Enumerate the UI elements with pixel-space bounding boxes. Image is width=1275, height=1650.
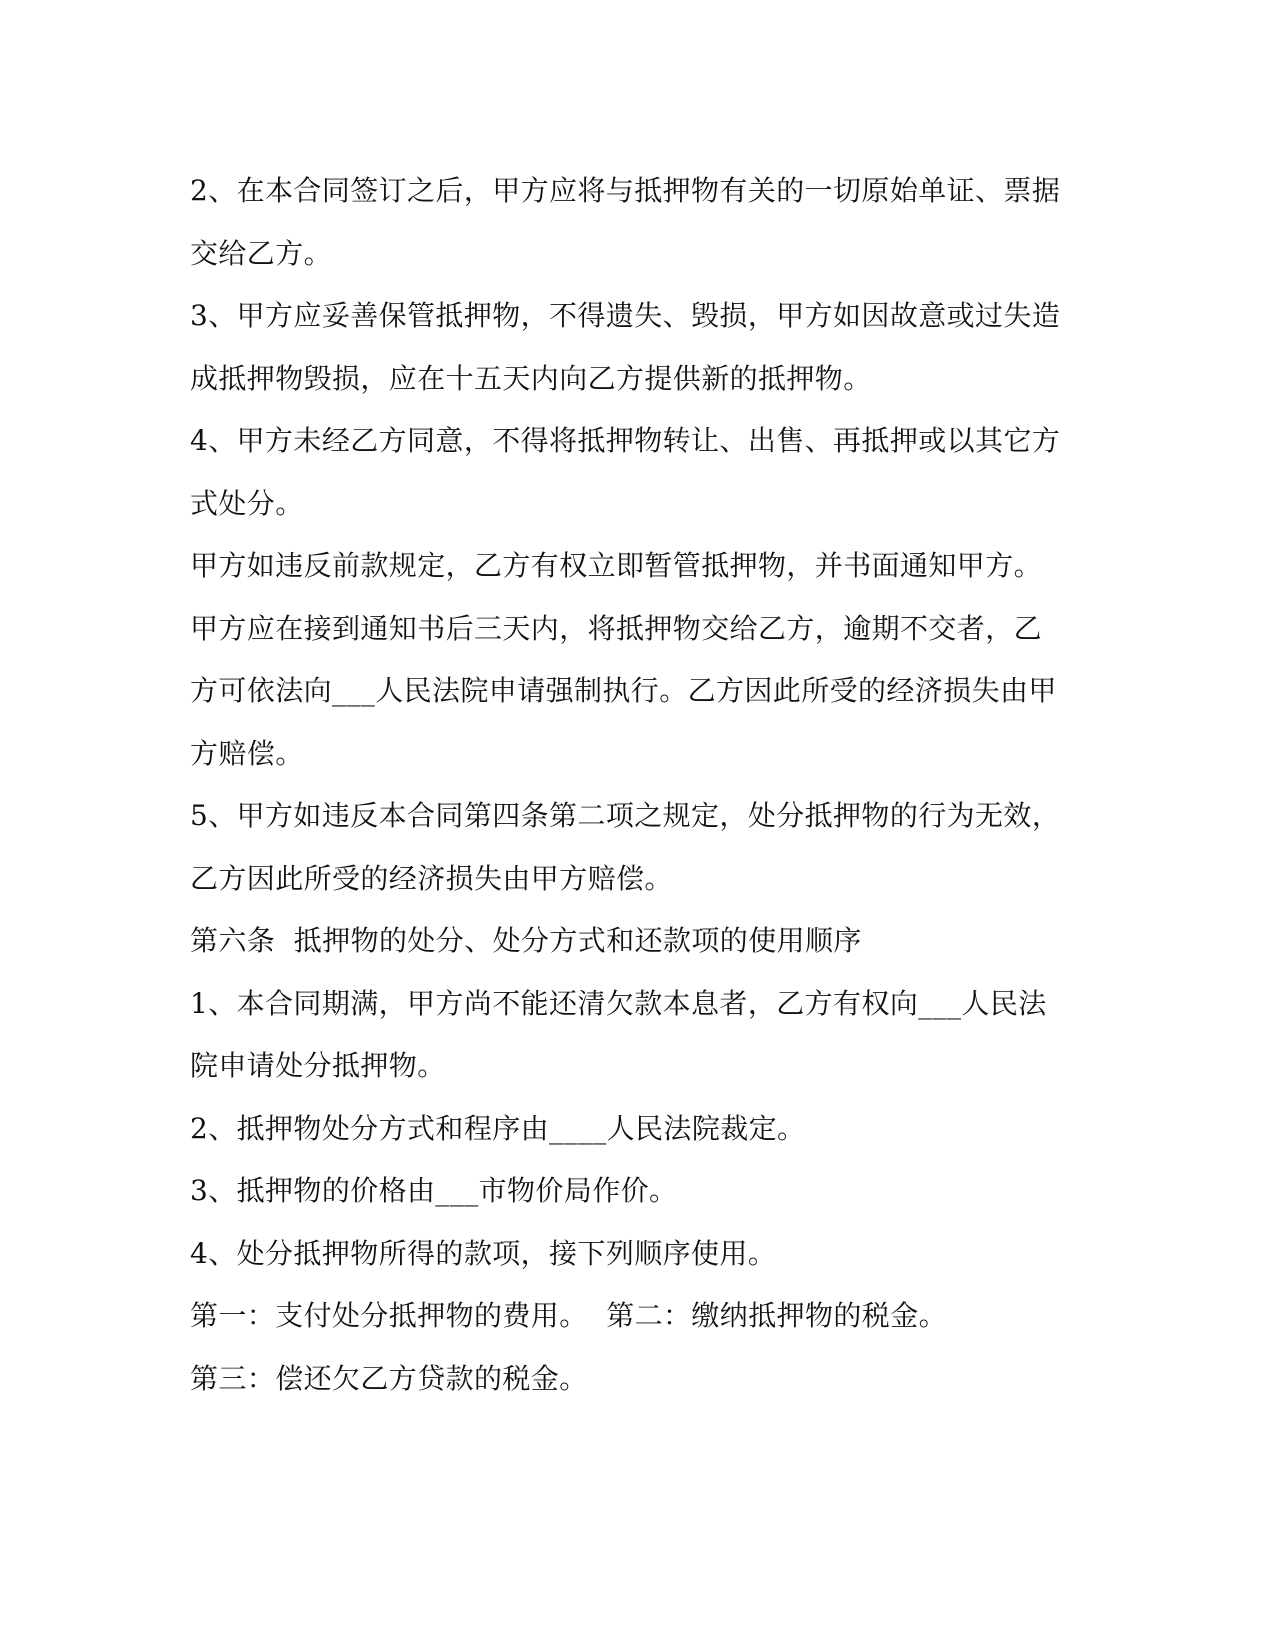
section-heading: 第六条 抵押物的处分、处分方式和还款项的使用顺序 — [190, 924, 862, 957]
text-line-7: 甲方如违反前款规定，乙方有权立即暂管抵押物，并书面通知甲方。 — [190, 549, 1043, 582]
text-line-8: 甲方应在接到通知书后三天内，将抵押物交给乙方，逾期不交者，乙 — [190, 611, 1043, 645]
text-line-6: 式处分。 — [190, 486, 304, 520]
text-line-4: 成抵押物毁损，应在十五天内向乙方提供新的抵押物。 — [190, 361, 872, 395]
text-line-1: 2、在本合同签订之后，甲方应将与抵押物有关的一切原始单证、票据 — [190, 174, 1061, 207]
text-line-19: 第一：支付处分抵押物的费用。 第二：缴纳抵押物的税金。 — [190, 1299, 948, 1332]
text-line-12: 乙方因此所受的经济损失由甲方赔偿。 — [190, 861, 673, 895]
text-line-3: 3、甲方应妥善保管抵押物，不得遗失、毁损，甲方如因故意或过失造 — [190, 299, 1061, 332]
text-line-10: 方赔偿。 — [190, 736, 304, 770]
text-line-9: 方可依法向___人民法院申请强制执行。乙方因此所受的经济损失由甲 — [190, 674, 1057, 707]
text-line-17: 3、抵押物的价格由___市物价局作价。 — [190, 1174, 678, 1207]
text-line-2: 交给乙方。 — [190, 236, 333, 270]
document-body — [190, 160, 1090, 1410]
text-line-20: 第三：偿还欠乙方贷款的税金。 — [190, 1361, 588, 1395]
text-line-15: 院申请处分抵押物。 — [190, 1049, 446, 1082]
text-line-14: 1、本合同期满，甲方尚不能还清欠款本息者，乙方有权向___人民法 — [190, 986, 1047, 1020]
text-line-5: 4、甲方未经乙方同意，不得将抵押物转让、出售、再抵押或以其它方 — [190, 424, 1061, 457]
text-line-18: 4、处分抵押物所得的款项，接下列顺序使用。 — [190, 1236, 777, 1270]
text-line-11: 5、甲方如违反本合同第四条第二项之规定，处分抵押物的行为无效， — [190, 799, 1061, 832]
text-line-16: 2、抵押物处分方式和程序由____人民法院裁定。 — [190, 1111, 806, 1145]
